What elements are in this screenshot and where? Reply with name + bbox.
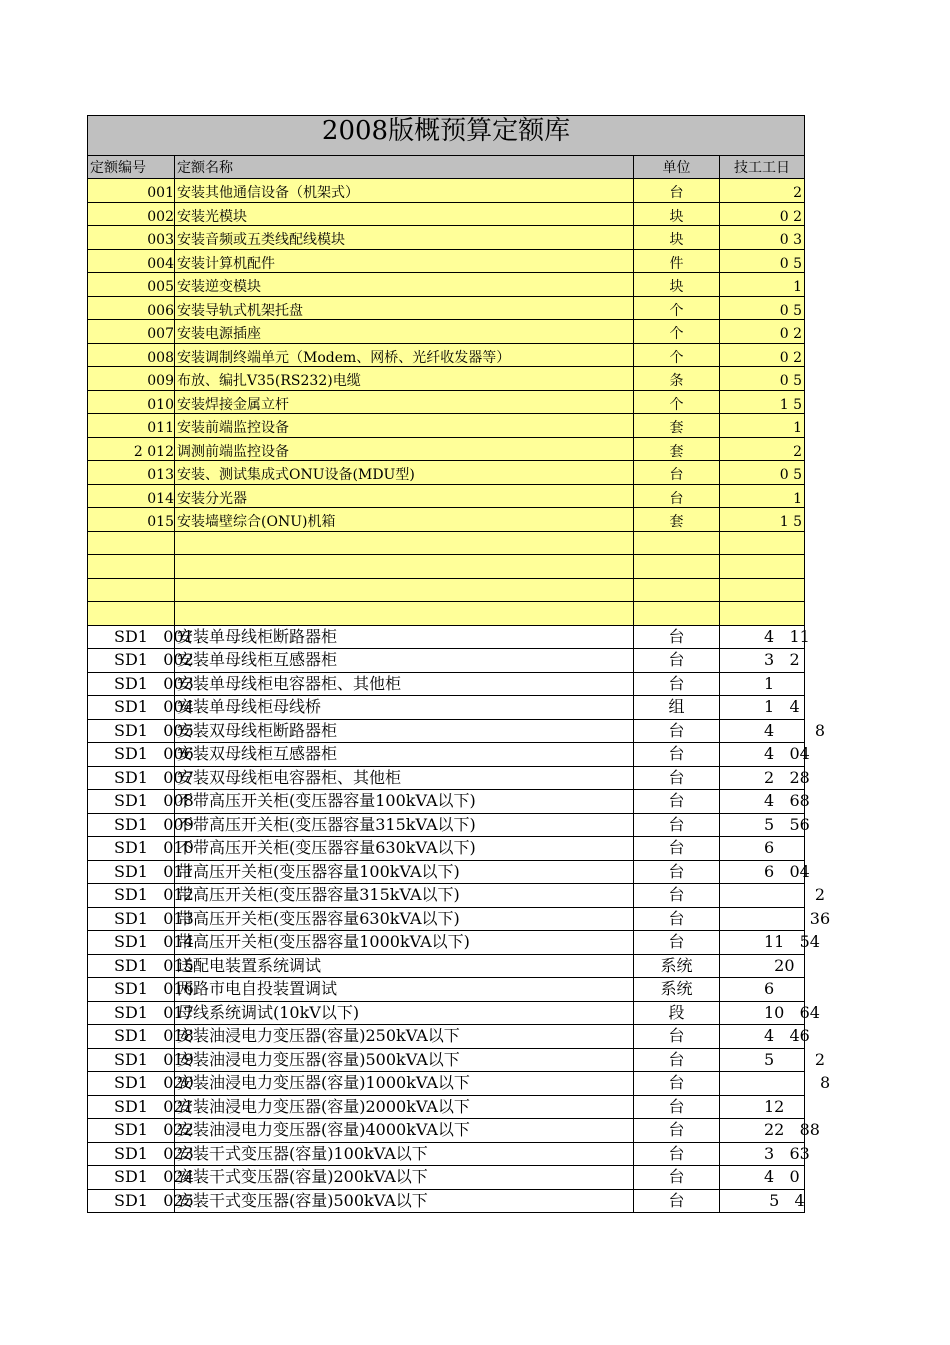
table-row[interactable] <box>87 438 805 462</box>
cell-days: 1 <box>719 414 805 437</box>
cell-days: 2 <box>719 179 805 202</box>
cell-days: 12 <box>719 1096 805 1119</box>
cell-days: 2 28 <box>719 767 805 790</box>
cell-unit <box>633 579 719 602</box>
cell-unit: 台 <box>633 1025 719 1048</box>
cell-days: 0 5 <box>719 367 805 390</box>
cell-days: 4 04 <box>719 743 805 766</box>
cell-name: 安装油浸电力变压器(容量)1000kVA以下 <box>174 1072 633 1095</box>
cell-unit: 台 <box>633 673 719 696</box>
cell-unit: 段 <box>633 1002 719 1025</box>
table-row[interactable] <box>87 250 805 274</box>
cell-name: 安装调制终端单元（Modem、网桥、光纤收发器等） <box>174 344 633 367</box>
cell-name <box>174 555 633 578</box>
cell-name: 母线系统调试(10kV以下) <box>174 1002 633 1025</box>
cell-unit: 个 <box>633 391 719 414</box>
cell-code: SD1 009 <box>87 814 174 837</box>
header-days: 技工工日 <box>719 156 805 178</box>
cell-code: SD1 024 <box>87 1166 174 1189</box>
cell-name: 两路市电自投装置调试 <box>174 978 633 1001</box>
cell-name: 安装干式变压器(容量)100kVA以下 <box>174 1143 633 1166</box>
table-row[interactable] <box>87 814 810 838</box>
cell-code: 002 <box>87 203 174 226</box>
cell-code: 010 <box>87 391 174 414</box>
cell-code: SD1 010 <box>87 837 174 860</box>
cell-code: SD1 023 <box>87 1143 174 1166</box>
cell-name: 安装单母线柜互感器柜 <box>174 649 633 672</box>
cell-days: 0 2 <box>719 344 805 367</box>
cell-code: 006 <box>87 297 174 320</box>
cell-code: SD1 002 <box>87 649 174 672</box>
cell-days: 1 <box>719 485 805 508</box>
cell-unit: 套 <box>633 414 719 437</box>
table-row[interactable] <box>87 1190 805 1214</box>
cell-code: SD1 025 <box>87 1190 174 1213</box>
cell-unit: 台 <box>633 1072 719 1095</box>
table-row[interactable] <box>87 320 805 344</box>
cell-unit: 块 <box>633 273 719 296</box>
cell-days <box>719 555 805 578</box>
table-row[interactable] <box>87 1096 805 1120</box>
cell-name: 布放、编扎V35(RS232)电缆 <box>174 367 633 390</box>
table-row[interactable] <box>87 602 805 626</box>
header-code: 定额编号 <box>87 156 174 178</box>
cell-name: 安装前端监控设备 <box>174 414 633 437</box>
cell-unit: 条 <box>633 367 719 390</box>
cell-code: SD1 001 <box>87 626 174 649</box>
cell-code: SD1 013 <box>87 908 174 931</box>
cell-unit: 套 <box>633 508 719 531</box>
cell-days: 6 <box>719 978 805 1001</box>
table-row[interactable] <box>87 743 810 767</box>
cell-days: 6 04 <box>719 861 805 884</box>
cell-unit: 台 <box>633 626 719 649</box>
table-row[interactable] <box>87 203 805 227</box>
cell-name: 安装电源插座 <box>174 320 633 343</box>
table-row[interactable] <box>87 1049 826 1073</box>
cell-name: 安装油浸电力变压器(容量)4000kVA以下 <box>174 1119 633 1142</box>
cell-unit: 台 <box>633 861 719 884</box>
cell-name <box>174 532 633 555</box>
cell-name: 安装油浸电力变压器(容量)500kVA以下 <box>174 1049 633 1072</box>
table-row[interactable] <box>87 1143 810 1167</box>
cell-days <box>719 579 805 602</box>
cell-name: 安装油浸电力变压器(容量)250kVA以下 <box>174 1025 633 1048</box>
cell-unit: 台 <box>633 461 719 484</box>
cell-name: 安装双母线柜互感器柜 <box>174 743 633 766</box>
cell-code: 015 <box>87 508 174 531</box>
table-row[interactable] <box>87 297 805 321</box>
cell-unit: 台 <box>633 1190 719 1213</box>
cell-name: 安装墙壁综合(ONU)机箱 <box>174 508 633 531</box>
cell-name: 安装逆变模块 <box>174 273 633 296</box>
table-row[interactable] <box>87 226 805 250</box>
cell-code: 004 <box>87 250 174 273</box>
regular-rows <box>87 626 831 1214</box>
cell-name: 带高压开关柜(变压器容量1000kVA以下) <box>174 931 633 954</box>
table-row[interactable] <box>87 1025 810 1049</box>
table-row[interactable] <box>87 367 805 391</box>
cell-code: 009 <box>87 367 174 390</box>
table-row[interactable] <box>87 414 805 438</box>
table-row[interactable] <box>87 1002 820 1026</box>
cell-name: 带高压开关柜(变压器容量315kVA以下) <box>174 884 633 907</box>
cell-code: SD1 007 <box>87 767 174 790</box>
cell-code: 001 <box>87 179 174 202</box>
table-row[interactable] <box>87 767 810 791</box>
header-unit: 单位 <box>633 156 719 178</box>
header-row <box>87 155 805 179</box>
table-row[interactable] <box>87 696 805 720</box>
cell-days: 5 56 <box>719 814 805 837</box>
cell-unit: 台 <box>633 767 719 790</box>
cell-days: 6 <box>719 837 805 860</box>
table-row[interactable] <box>87 720 826 744</box>
cell-days: 5 2 <box>719 1049 805 1072</box>
cell-days: 1 <box>719 673 805 696</box>
cell-unit: 台 <box>633 908 719 931</box>
cell-name: 安装、测试集成式ONU设备(MDU型) <box>174 461 633 484</box>
cell-days: 1 <box>719 273 805 296</box>
table-row[interactable] <box>87 626 810 650</box>
table-row[interactable] <box>87 1119 820 1143</box>
cell-unit: 个 <box>633 344 719 367</box>
cell-days: 1 4 <box>719 696 805 719</box>
cell-code: SD1 003 <box>87 673 174 696</box>
cell-code <box>87 532 174 555</box>
table-row[interactable] <box>87 391 805 415</box>
cell-name: 调测前端监控设备 <box>174 438 633 461</box>
table-row[interactable] <box>87 179 805 203</box>
cell-code: 014 <box>87 485 174 508</box>
cell-days: 22 88 <box>719 1119 805 1142</box>
cell-code: SD1 017 <box>87 1002 174 1025</box>
table-row[interactable] <box>87 485 805 509</box>
cell-code: SD1 016 <box>87 978 174 1001</box>
cell-unit: 台 <box>633 790 719 813</box>
cell-days: 1 5 <box>719 391 805 414</box>
cell-days: 0 2 <box>719 203 805 226</box>
cell-unit: 系统 <box>633 978 719 1001</box>
cell-days: 4 68 <box>719 790 805 813</box>
cell-unit: 台 <box>633 720 719 743</box>
table-row[interactable] <box>87 837 805 861</box>
cell-code <box>87 602 174 625</box>
cell-days: 20 <box>719 955 805 978</box>
cell-days: 4 8 <box>719 720 805 743</box>
cell-days: 10 64 <box>719 1002 805 1025</box>
cell-unit: 台 <box>633 1143 719 1166</box>
cell-unit: 个 <box>633 297 719 320</box>
cell-days: 2 <box>719 438 805 461</box>
cell-unit: 组 <box>633 696 719 719</box>
table-row[interactable] <box>87 508 805 532</box>
table-row[interactable] <box>87 1166 805 1190</box>
table-row[interactable] <box>87 673 805 697</box>
cell-name: 安装音频或五类线配线模块 <box>174 226 633 249</box>
cell-code: SD1 011 <box>87 861 174 884</box>
cell-code: 007 <box>87 320 174 343</box>
cell-name: 安装分光器 <box>174 485 633 508</box>
cell-unit: 台 <box>633 884 719 907</box>
table-row[interactable] <box>87 931 820 955</box>
sheet-title: 2008版概预算定额库 <box>87 115 805 155</box>
cell-code: SD1 020 <box>87 1072 174 1095</box>
cell-code: 013 <box>87 461 174 484</box>
cell-days: 1 5 <box>719 508 805 531</box>
table-row[interactable] <box>87 978 805 1002</box>
cell-days: 8 <box>719 1072 805 1095</box>
cell-name: 安装光模块 <box>174 203 633 226</box>
cell-days: 0 2 <box>719 320 805 343</box>
cell-name: 安装油浸电力变压器(容量)2000kVA以下 <box>174 1096 633 1119</box>
cell-name: 安装干式变压器(容量)200kVA以下 <box>174 1166 633 1189</box>
cell-days: 0 5 <box>719 250 805 273</box>
table-row[interactable] <box>87 579 805 603</box>
cell-name <box>174 579 633 602</box>
cell-code: SD1 012 <box>87 884 174 907</box>
table-row[interactable] <box>87 273 805 297</box>
cell-code <box>87 555 174 578</box>
cell-name: 安装双母线柜电容器柜、其他柜 <box>174 767 633 790</box>
cell-code: 011 <box>87 414 174 437</box>
cell-days: 0 5 <box>719 297 805 320</box>
cell-code <box>87 579 174 602</box>
cell-code: SD1 022 <box>87 1119 174 1142</box>
table-row[interactable] <box>87 344 805 368</box>
cell-name: 不带高压开关柜(变压器容量100kVA以下) <box>174 790 633 813</box>
cell-name: 安装单母线柜电容器柜、其他柜 <box>174 673 633 696</box>
cell-unit: 台 <box>633 1166 719 1189</box>
cell-code: 008 <box>87 344 174 367</box>
cell-code: SD1 005 <box>87 720 174 743</box>
cell-days <box>719 532 805 555</box>
cell-days: 4 0 <box>719 1166 805 1189</box>
cell-days: 2 <box>719 884 805 907</box>
cell-unit: 台 <box>633 837 719 860</box>
cell-name: 不带高压开关柜(变压器容量630kVA以下) <box>174 837 633 860</box>
cell-code: 2 012 <box>87 438 174 461</box>
cell-unit: 台 <box>633 743 719 766</box>
cell-name: 安装其他通信设备（机架式） <box>174 179 633 202</box>
cell-unit: 台 <box>633 1119 719 1142</box>
cell-unit: 台 <box>633 1049 719 1072</box>
cell-name: 安装单母线柜断路器柜 <box>174 626 633 649</box>
cell-name: 不带高压开关柜(变压器容量315kVA以下) <box>174 814 633 837</box>
cell-name: 带高压开关柜(变压器容量100kVA以下) <box>174 861 633 884</box>
cell-unit: 台 <box>633 931 719 954</box>
header-name: 定额名称 <box>174 156 633 178</box>
cell-name: 安装焊接金属立杆 <box>174 391 633 414</box>
cell-unit: 套 <box>633 438 719 461</box>
cell-unit: 台 <box>633 649 719 672</box>
cell-unit: 台 <box>633 814 719 837</box>
cell-days: 36 <box>719 908 805 931</box>
cell-unit <box>633 602 719 625</box>
cell-name: 安装导轨式机架托盘 <box>174 297 633 320</box>
cell-unit: 系统 <box>633 955 719 978</box>
table-row[interactable] <box>87 532 805 556</box>
table-row[interactable] <box>87 861 810 885</box>
table-row[interactable] <box>87 955 805 979</box>
cell-name: 安装干式变压器(容量)500kVA以下 <box>174 1190 633 1213</box>
cell-days: 4 46 <box>719 1025 805 1048</box>
cell-days: 3 63 <box>719 1143 805 1166</box>
cell-unit: 块 <box>633 203 719 226</box>
cell-name: 带高压开关柜(变压器容量630kVA以下) <box>174 908 633 931</box>
table-row[interactable] <box>87 884 826 908</box>
table-row[interactable] <box>87 790 810 814</box>
cell-unit <box>633 555 719 578</box>
highlighted-rows <box>87 179 805 626</box>
cell-code: SD1 004 <box>87 696 174 719</box>
cell-code: 005 <box>87 273 174 296</box>
cell-unit: 件 <box>633 250 719 273</box>
cell-unit: 台 <box>633 179 719 202</box>
cell-days: 0 3 <box>719 226 805 249</box>
cell-name: 送配电装置系统调试 <box>174 955 633 978</box>
table-row[interactable] <box>87 461 805 485</box>
cell-code: SD1 019 <box>87 1049 174 1072</box>
cell-name <box>174 602 633 625</box>
cell-name: 安装计算机配件 <box>174 250 633 273</box>
cell-days: 5 4 <box>719 1190 805 1213</box>
cell-code: SD1 015 <box>87 955 174 978</box>
cell-days: 4 11 <box>719 626 805 649</box>
cell-name: 安装双母线柜断路器柜 <box>174 720 633 743</box>
table-row[interactable] <box>87 555 805 579</box>
cell-code: SD1 006 <box>87 743 174 766</box>
cell-days: 11 54 <box>719 931 805 954</box>
cell-days: 3 2 <box>719 649 805 672</box>
cell-unit: 台 <box>633 1096 719 1119</box>
table-row[interactable] <box>87 908 831 932</box>
cell-unit: 块 <box>633 226 719 249</box>
cell-unit: 个 <box>633 320 719 343</box>
cell-code: SD1 014 <box>87 931 174 954</box>
cell-code: SD1 021 <box>87 1096 174 1119</box>
cell-code: SD1 008 <box>87 790 174 813</box>
cell-unit <box>633 532 719 555</box>
table-row[interactable] <box>87 649 805 673</box>
cell-code: 003 <box>87 226 174 249</box>
cell-name: 安装单母线柜母线桥 <box>174 696 633 719</box>
cell-days <box>719 602 805 625</box>
cell-code: SD1 018 <box>87 1025 174 1048</box>
cell-days: 0 5 <box>719 461 805 484</box>
quota-sheet <box>87 115 831 1213</box>
table-row[interactable] <box>87 1072 831 1096</box>
cell-unit: 台 <box>633 485 719 508</box>
